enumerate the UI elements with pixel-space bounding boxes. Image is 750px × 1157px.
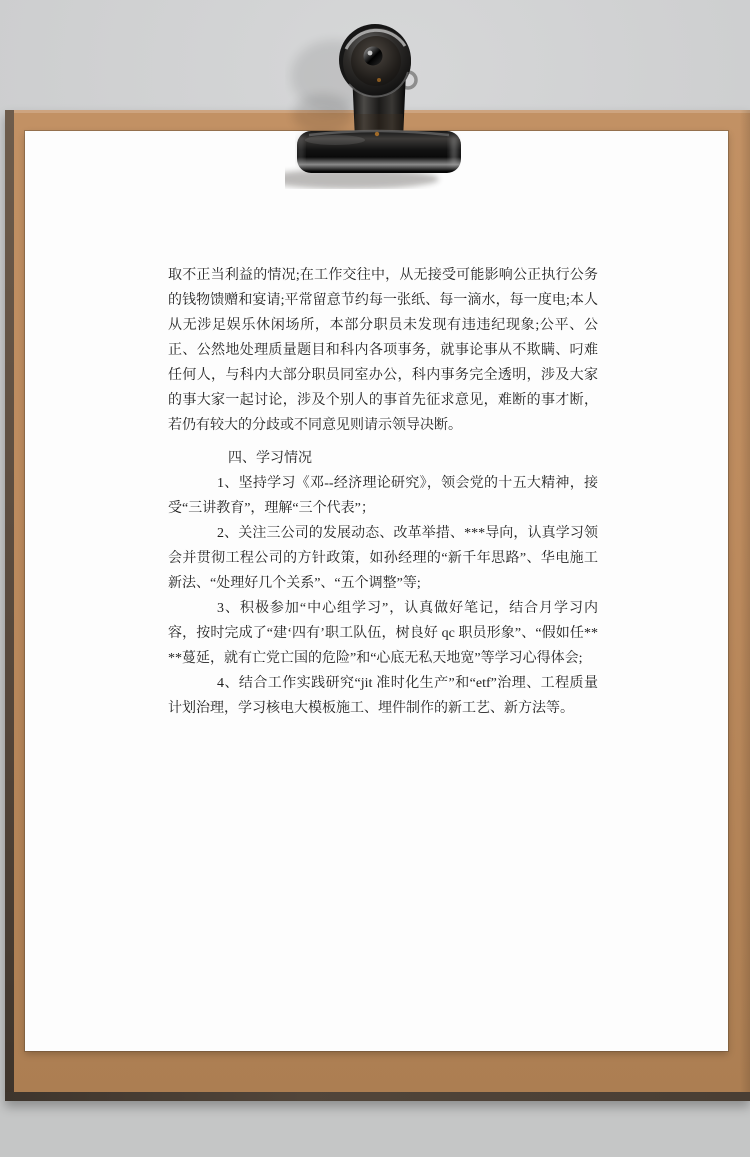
list-item-3: 3、积极参加“中心组学习”，认真做好笔记，结合月学习内容，按时完成了“建‘四有’职工队伍，树良好 qc 职员形象”、“假如任****蔓延，就有亡党亡国的危险”和“心底无私天地宽”等学习心得体会; [168, 601, 598, 666]
board-bottom-edge [5, 1092, 750, 1101]
clip-head-hole [364, 47, 383, 66]
body-paragraph: 取不正当利益的情况;在工作交往中，从无接受可能影响公正执行公务的钱物馈赠和宴请;平常留意节约每一张纸、每一滴水，每一度电;本人从无涉足娱乐休闲场所，本部分职员未发现有违违纪现象;公平、公正、公然地处理质量题目和科内各项事务，就事论事从不欺瞒、叼难任何人，与科内大部分职员同室办公，科内事务完全透明，涉及大家的事大家一起讨论，涉及个别人的事首先征求意见，难断的事才断，若仍有较大的分歧或不同意见则请示领导决断。 [168, 268, 598, 433]
document-text [168, 263, 598, 721]
clip-neck-shadow [293, 94, 353, 134]
section-heading: 四、学习情况 [228, 451, 312, 466]
list-item-2: 2、关注三公司的发展动态、改革举措、***导向，认真学习领会并贯彻工程公司的方针政策，如孙经理的“新千年思路”、华电施工新法、“处理好几个关系”、“五个调整”等; [168, 526, 598, 591]
board-right-shade [740, 110, 750, 1101]
list-item-1: 1、坚持学习《邓--经济理论研究》，领会党的十五大精神，接受“三讲教育”，理解“三个代表”； [168, 476, 598, 516]
document-paper [25, 131, 728, 1051]
list-item-4: 4、结合工作实践研究“jit 准时化生产”和“etf”治理、工程质量计划治理，学习核电大模板施工、埋件制作的新工艺、新方法等。 [168, 676, 598, 716]
binder-clip-icon [285, 14, 475, 189]
board-left-edge [5, 110, 14, 1101]
